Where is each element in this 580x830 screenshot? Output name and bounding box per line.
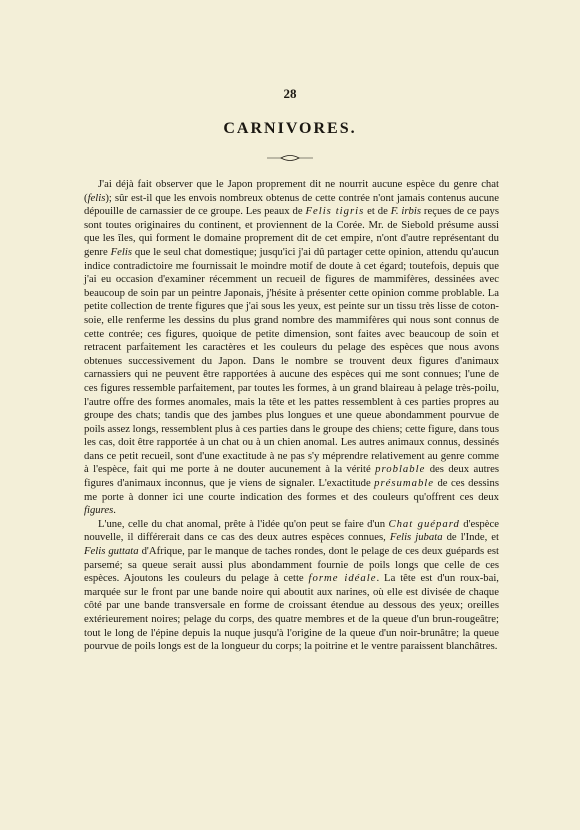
taxon-name: Felis guttata [84, 545, 139, 558]
emphasis: figures [84, 504, 114, 517]
taxon-name: Felis [110, 245, 132, 258]
emphasis: présumable [374, 477, 435, 490]
emphasis: problable [375, 463, 426, 476]
taxon-name: Felis tigris [305, 205, 365, 218]
page-title: CARNIVORES. [223, 120, 357, 137]
ornament-divider-icon [267, 154, 313, 162]
taxon-name: felis [87, 191, 106, 204]
taxon-name: Chat guépard [388, 517, 460, 530]
taxon-name: F. irbis [390, 205, 422, 218]
body-text [84, 178, 499, 654]
paragraph-1: J'ai déjà fait observer que le Japon proprement dit ne nourrit aucune espèce du genre chat (felis); sûr est-il que les envois nombreux obtenus de cette contrée n'ont jamais contenus aucune dépouille de carnassier de ce groupe. Les peaux de Felis tigris et de F. irbis reçues de ce pays sont toutes originaires du continent, et proviennent de la Corée. Mr. de Siebold présume aussi que les îles, qui forment le domaine proprement dit de cet empire, n'ont d'autre représentant du genre Felis que le seul chat domestique; jusqu'ici j'ai dû partager cette opinion, attendu qu'aucun indice contradictoire me fournissait le moindre motif de doute à cet égard; toutefois, depuis que j'ai eu occasion d'examiner récemment un recueil de figures de mammifères, dessinées avec beaucoup de soin par un peintre Japonais, j'hésite à présenter cette opinion comme problable. La petite collection de trente figures que j'ai sous les yeux, est peinte sur un tissu très lisse de coton-soie, elle renferme les dessins du plus grand nombre des mammifères qui nous sont connus de cette contrée; ces figures, quoique de petite dimension, sont faites avec beaucoup de soin et retracent parfaitement les caractères et les couleurs du pelage des espèces que nous avons obtenues successivement du Japon. Dans le nombre se trouvent deux figures d'animaux carnassiers qui ne peuvent être rapportées à aucune des espèces qui me sont connues; l'une de ces figures ressemble parfaitement, par toutes les formes, à un grand blaireau à pelage très-poilu, l'autre offre des formes anomales, mais la tête et les pattes ressemblent à ces parties propres au groupe des chats; tandis que des jambes plus longues et une queue abondamment pourvue de poils assez longs, ressemblent plus à ces parties dans le groupe des chiens; cette figure, dans tous les cas, doit être rapportée à un chat ou à un chien anomal. Les autres animaux connus, dessinés dans ce petit recueil, sont d'une exactitude à ne pas s'y méprendre relativement au genre comme à l'espèce, fait qui me porte à ne douter aucunement à la vérité problable des deux autres figures d'animaux inconnus, que je viens de signaler. L'exactitude présumable de ces dessins me porte à donner ici une courte indication des formes et des couleurs qu'offrent ces deux figures. [84, 178, 500, 517]
paragraph-2: L'une, celle du chat anomal, prête à l'idée qu'on peut se faire d'un Chat guépard d'espèce nouvelle, il différerait dans ce cas des deux autres espèces connues, Felis jubata de l'Inde, et Felis guttata d'Afrique, par le manque de taches rondes, dont le pelage de ces deux guépards est parsemé; sa queue serait aussi plus abondamment fournie de poils longs que celle de ces espèces. Ajoutons les couleurs du pelage à cette forme idéale. La tête est d'un roux-bai, marquée sur le front par une bande noire qui aboutit aux narines, où elle est divisée de chaque côté par une bande transversale en forme de croissant étendue au dessous des yeux; oreilles extérieurement noires; pelage du corps, des quatre membres et de la queue d'un brun-rougeâtre; tout le long de l'épine depuis la nuque jusqu'à l'origine de la queue d'un noir-brunâtre; la queue pourvue de poils longs est de la longueur du corps; la poitrine et le ventre paraissent blanchâtres. [84, 517, 500, 653]
page-number: 28 [283, 86, 297, 101]
emphasis: forme idéale [308, 572, 377, 585]
taxon-name: Felis jubata [389, 531, 443, 544]
